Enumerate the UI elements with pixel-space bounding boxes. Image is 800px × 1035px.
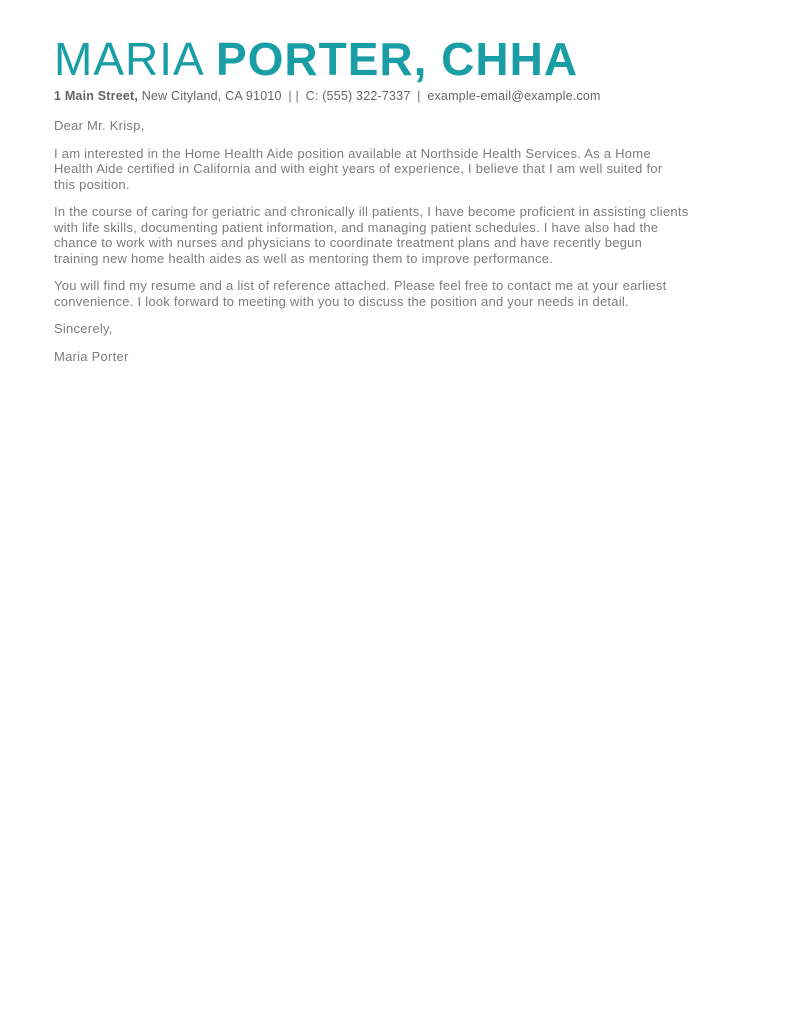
paragraph-line: this position. bbox=[54, 176, 130, 192]
paragraph-2 bbox=[54, 204, 744, 266]
paragraph-line: You will find my resume and a list of reference attached. Please feel free to contact me at your earliest bbox=[54, 278, 667, 293]
paragraph-3 bbox=[54, 278, 744, 309]
name-credentials: PORTER, CHHA bbox=[215, 33, 579, 85]
cell-phone: C: (555) 322-7337 bbox=[305, 89, 411, 103]
paragraph-line: convenience. I look forward to meeting with you to discuss the position and your needs in detail. bbox=[54, 293, 629, 309]
paragraph-line: I am interested in the Home Health Aide position available at Northside Health Services. As a Home bbox=[54, 145, 651, 161]
paragraph-line: with life skills, documenting patient information, and managing patient schedules. I have also had the bbox=[54, 219, 659, 235]
paragraph-line: training new home health aides as well as mentoring them to improve performance. bbox=[54, 250, 554, 266]
paragraph-line: chance to work with nurses and physicians to coordinate treatment plans and have recently begun bbox=[54, 235, 643, 250]
salutation: Dear Mr. Krisp, bbox=[54, 118, 145, 133]
paragraph-line: In the course of caring for geriatric and chronically ill patients, I have become proficient in assisting clients bbox=[54, 204, 689, 219]
city-state-zip: New Cityland, CA 91010 bbox=[141, 89, 282, 103]
email-text: example-email@example.com bbox=[427, 89, 601, 103]
contact-info bbox=[54, 89, 744, 103]
street-address: 1 Main Street, bbox=[54, 89, 139, 103]
name-first: MARIA bbox=[54, 33, 203, 85]
signature: Maria Porter bbox=[54, 348, 129, 364]
page-content bbox=[0, 0, 800, 364]
paragraph-line: Health Aide certified in California and with eight years of experience, I believe that I am well suited for bbox=[54, 161, 663, 176]
letter-body bbox=[54, 118, 744, 364]
contact-separator: | | bbox=[288, 89, 299, 103]
paragraph-1 bbox=[54, 146, 744, 193]
page-title bbox=[54, 33, 744, 85]
closing: Sincerely, bbox=[54, 321, 113, 336]
contact-separator: | bbox=[417, 89, 421, 103]
